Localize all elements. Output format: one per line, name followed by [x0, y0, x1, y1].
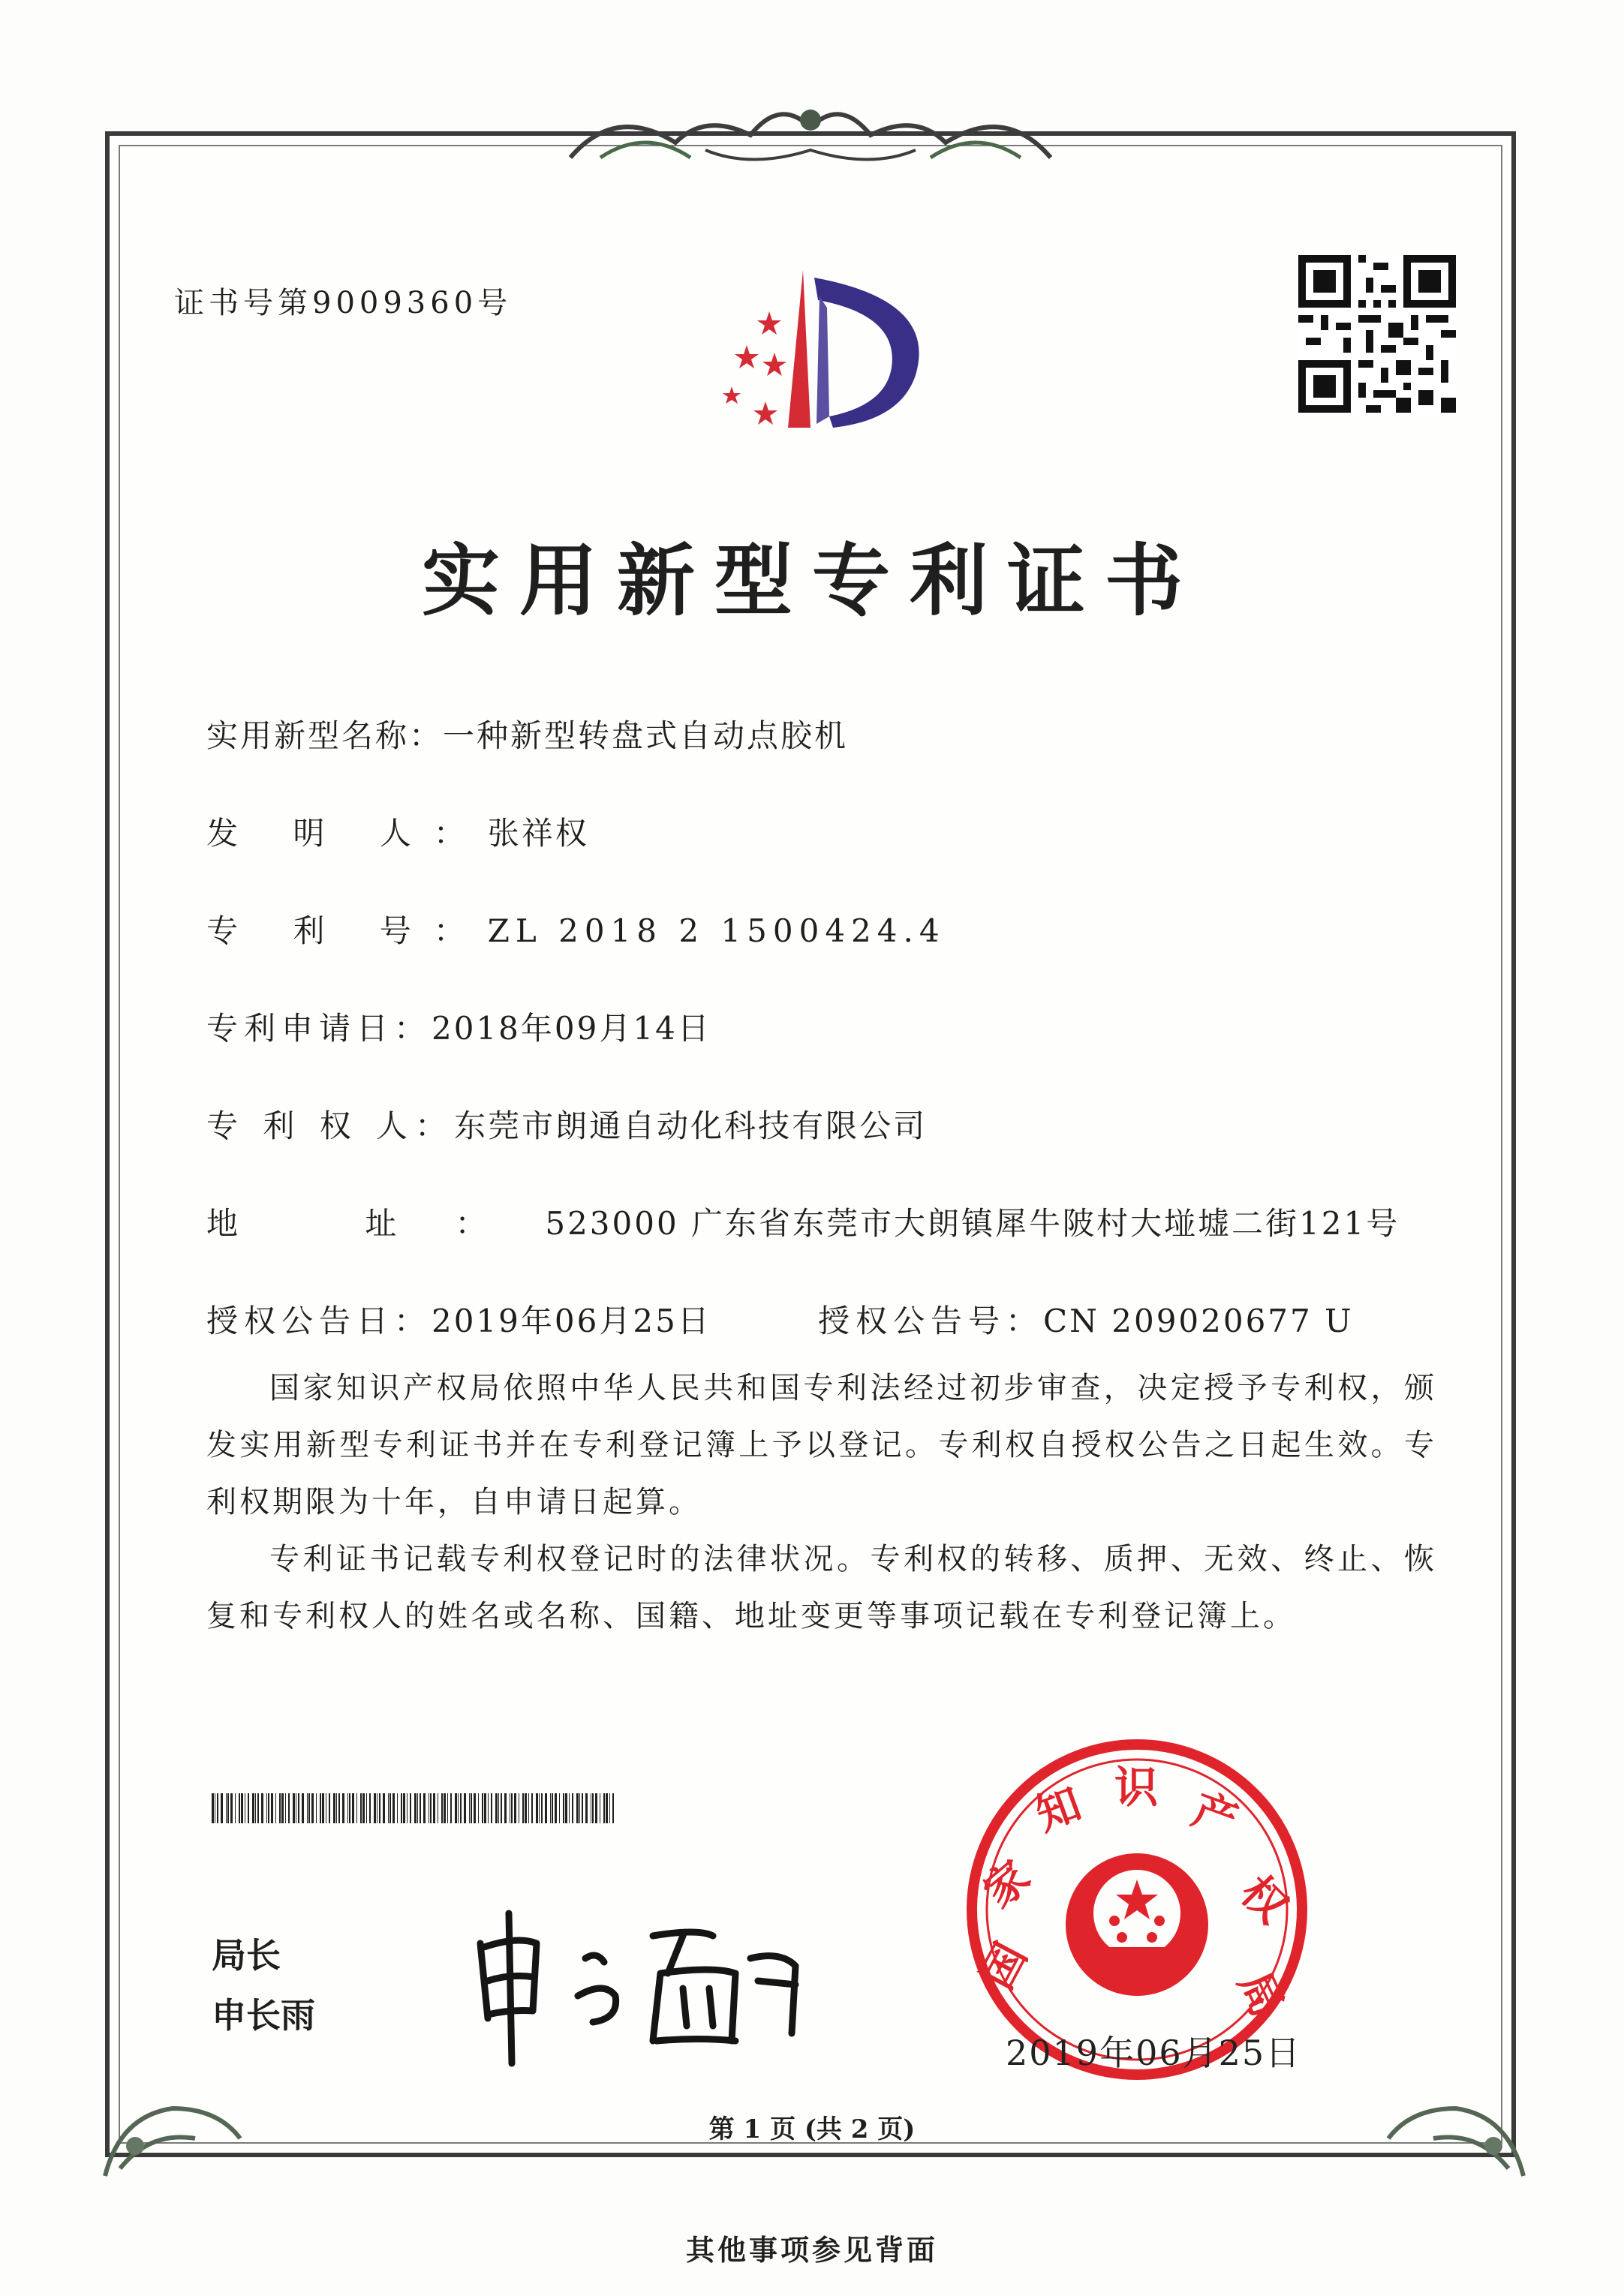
svg-text:权: 权: [1231, 1865, 1298, 1933]
barcode-bar: [458, 1793, 459, 1823]
field-value: 一种新型转盘式自动点胶机: [443, 717, 849, 754]
barcode-bar: [388, 1793, 389, 1823]
barcode-bar: [579, 1793, 580, 1823]
director-title: 局长: [212, 1935, 281, 1976]
barcode-bar: [565, 1793, 567, 1823]
barcode-bar: [235, 1793, 236, 1823]
barcode-bar: [541, 1793, 543, 1823]
barcode-bar: [469, 1793, 470, 1823]
barcode-bar: [592, 1793, 594, 1823]
barcode-bar: [356, 1793, 357, 1823]
barcode-bar: [268, 1793, 269, 1823]
barcode-bar: [444, 1793, 446, 1823]
barcode-bar: [336, 1793, 337, 1823]
certificate-number: 证书号第9009360号: [174, 286, 513, 320]
barcode-bar: [450, 1793, 452, 1823]
barcode-bar: [308, 1793, 310, 1823]
barcode-bar: [307, 1793, 308, 1823]
field-label: 专利申请日：: [206, 1010, 432, 1047]
barcode-bar: [397, 1793, 398, 1823]
barcode-bar: [285, 1793, 286, 1823]
field-address: [206, 1199, 1400, 1244]
certificate-title: 实用新型专利证书: [421, 534, 1202, 627]
barcode-bar: [322, 1793, 324, 1823]
barcode-bar: [360, 1793, 362, 1823]
barcode-bar: [227, 1793, 229, 1823]
barcode-bar: [329, 1793, 330, 1823]
barcode-bar: [482, 1793, 483, 1823]
field-grant-date: [206, 1297, 711, 1342]
barcode-bar: [414, 1793, 417, 1823]
barcode-bar: [255, 1793, 256, 1823]
barcode-bar: [471, 1793, 472, 1823]
barcode-bar: [374, 1793, 376, 1823]
barcode-bar: [347, 1793, 348, 1823]
field-patent-number: [206, 906, 946, 951]
top-ornament: [555, 98, 1066, 180]
barcode-bar: [281, 1793, 284, 1823]
barcode-bar: [460, 1793, 462, 1823]
qr-code: [1298, 255, 1456, 413]
field-value: 2018年09月14日: [432, 1010, 711, 1047]
handwritten-signature: [465, 1891, 826, 2071]
field-inventor: [206, 809, 589, 854]
seal-date: 2019年06月25日: [1006, 2033, 1302, 2073]
barcode-bar: [352, 1793, 354, 1823]
field-label: 授权公告号：: [818, 1303, 1044, 1339]
barcode-bar: [488, 1793, 489, 1823]
barcode-bar: [417, 1793, 418, 1823]
barcode-bar: [595, 1793, 597, 1823]
barcode-bar: [407, 1793, 408, 1823]
body-paragraph-1: 国家知识产权局依照中华人民共和国专利法经过初步审查，决定授予专利权，颁发实用新型专利证书并在专利登记簿上予以登记。专利权自授权公告之日起生效。专利权期限为十年，自申请日起算。: [206, 1371, 1437, 1519]
svg-text:国: 国: [971, 1934, 1037, 1997]
barcode-bar: [572, 1793, 573, 1823]
barcode-bar: [410, 1793, 411, 1823]
barcode-bar: [333, 1793, 335, 1823]
field-value: 2019年06月25日: [432, 1303, 711, 1339]
field-value: ZL 2018 2 1500424.4: [487, 912, 946, 949]
barcode-bar: [275, 1793, 276, 1823]
field-label: 专 利 权 人：: [206, 1107, 455, 1144]
barcode-bar: [491, 1793, 492, 1823]
barcode-bar: [606, 1793, 608, 1823]
body-paragraph-2: 专利证书记载专利权登记时的法律状况。专利权的转移、质押、无效、终止、恢复和专利权人的姓名或名称、国籍、地址变更等事项记载在专利登记簿上。: [206, 1542, 1437, 1633]
barcode-bar: [279, 1793, 281, 1823]
field-label: 专 利 号：: [206, 912, 488, 949]
page-number: 第 1 页 (共 2 页): [708, 2114, 916, 2144]
barcode-bar: [392, 1793, 395, 1823]
barcode-bar: [241, 1793, 243, 1823]
barcode-bar: [474, 1793, 476, 1823]
field-value: 523000 广东省东莞市大朗镇犀牛陂村大𡌶墟二街121号: [545, 1205, 1400, 1242]
barcode-bar: [403, 1793, 405, 1823]
barcode-bar: [504, 1793, 507, 1823]
barcode-bar: [239, 1793, 240, 1823]
barcode-bar: [342, 1793, 344, 1823]
field-label: 实用新型名称：: [206, 717, 444, 754]
barcode-bar: [288, 1793, 290, 1823]
barcode-bar: [495, 1793, 498, 1823]
barcode-bar: [484, 1793, 486, 1823]
barcode-bar: [302, 1793, 304, 1823]
svg-text:产: 产: [1186, 1784, 1244, 1847]
barcode-bar: [525, 1793, 527, 1823]
field-value: 东莞市朗通自动化科技有限公司: [454, 1107, 928, 1144]
barcode-bar: [563, 1793, 564, 1823]
barcode-bar: [511, 1793, 513, 1823]
barcode-bar: [478, 1793, 479, 1823]
barcode-bar: [369, 1793, 371, 1823]
barcode-bar: [217, 1793, 218, 1823]
barcode-bar: [609, 1793, 610, 1823]
barcode-bar: [252, 1793, 254, 1823]
barcode-bar: [555, 1793, 557, 1823]
barcode-bar: [582, 1793, 583, 1823]
field-label: 发 明 人：: [206, 815, 488, 852]
barcode-bar: [514, 1793, 516, 1823]
barcode-bar: [221, 1793, 223, 1823]
barcode-bar: [349, 1793, 350, 1823]
barcode-bar: [379, 1793, 380, 1823]
barcode-bar: [362, 1793, 365, 1823]
svg-text:识: 识: [1114, 1762, 1159, 1813]
field-filing-date: [206, 1004, 711, 1049]
svg-text:家: 家: [973, 1850, 1040, 1918]
barcode-bar: [271, 1793, 273, 1823]
barcode-bar: [447, 1793, 448, 1823]
svg-text:知: 知: [1029, 1778, 1088, 1841]
barcode-bar: [441, 1793, 443, 1823]
barcode-bar: [522, 1793, 524, 1823]
field-grant-publication-number: [818, 1297, 1354, 1342]
director-name: 申长雨: [212, 1995, 315, 2036]
barcode-bar: [316, 1793, 317, 1823]
field-label: 地 址：: [206, 1205, 546, 1242]
barcode-bar: [230, 1793, 233, 1823]
barcode-bar: [420, 1793, 421, 1823]
footer-note: 其他事项参见背面: [685, 2233, 938, 2267]
barcode-bar: [383, 1793, 385, 1823]
barcode-bar: [528, 1793, 529, 1823]
barcode-bar: [311, 1793, 314, 1823]
barcode-bar: [501, 1793, 502, 1823]
barcode-bar: [559, 1793, 560, 1823]
barcode-bar: [569, 1793, 570, 1823]
barcode-bar: [338, 1793, 340, 1823]
barcode-bar: [603, 1793, 605, 1823]
barcode-bar: [433, 1793, 435, 1823]
field-value: 张祥权: [487, 815, 589, 852]
barcode-bar: [539, 1793, 540, 1823]
barcode-bar: [455, 1793, 457, 1823]
barcode-bar: [585, 1793, 588, 1823]
barcode-bar: [257, 1793, 259, 1823]
barcode-bar: [552, 1793, 553, 1823]
field-utility-model-name: [206, 711, 848, 756]
barcode-bar: [401, 1793, 402, 1823]
barcode-bar: [576, 1793, 579, 1823]
barcode-bar: [612, 1793, 614, 1823]
barcode-bar: [464, 1793, 466, 1823]
barcode-bar: [536, 1793, 538, 1823]
barcode-bar: [550, 1793, 551, 1823]
barcode-bar: [298, 1793, 299, 1823]
barcode-bar: [430, 1793, 432, 1823]
barcode-bar: [293, 1793, 295, 1823]
barcode-bar: [266, 1793, 267, 1823]
barcode-bar: [498, 1793, 499, 1823]
barcode-bar: [320, 1793, 321, 1823]
barcode-bar: [248, 1793, 249, 1823]
field-patentee: [206, 1101, 927, 1146]
barcode-bar: [545, 1793, 547, 1823]
barcode-bar: [226, 1793, 227, 1823]
field-value: CN 209020677 U: [1043, 1303, 1354, 1339]
barcode-bar: [531, 1793, 533, 1823]
svg-text:局: 局: [1229, 1964, 1294, 2025]
barcode-bar: [389, 1793, 391, 1823]
barcode-bar: [423, 1793, 426, 1823]
barcode-bar: [212, 1793, 214, 1823]
cnipa-logo: [690, 255, 938, 450]
barcode-bar: [366, 1793, 367, 1823]
field-label: 授权公告日：: [206, 1303, 432, 1339]
barcode-bar: [261, 1793, 263, 1823]
barcode: [212, 1793, 617, 1823]
